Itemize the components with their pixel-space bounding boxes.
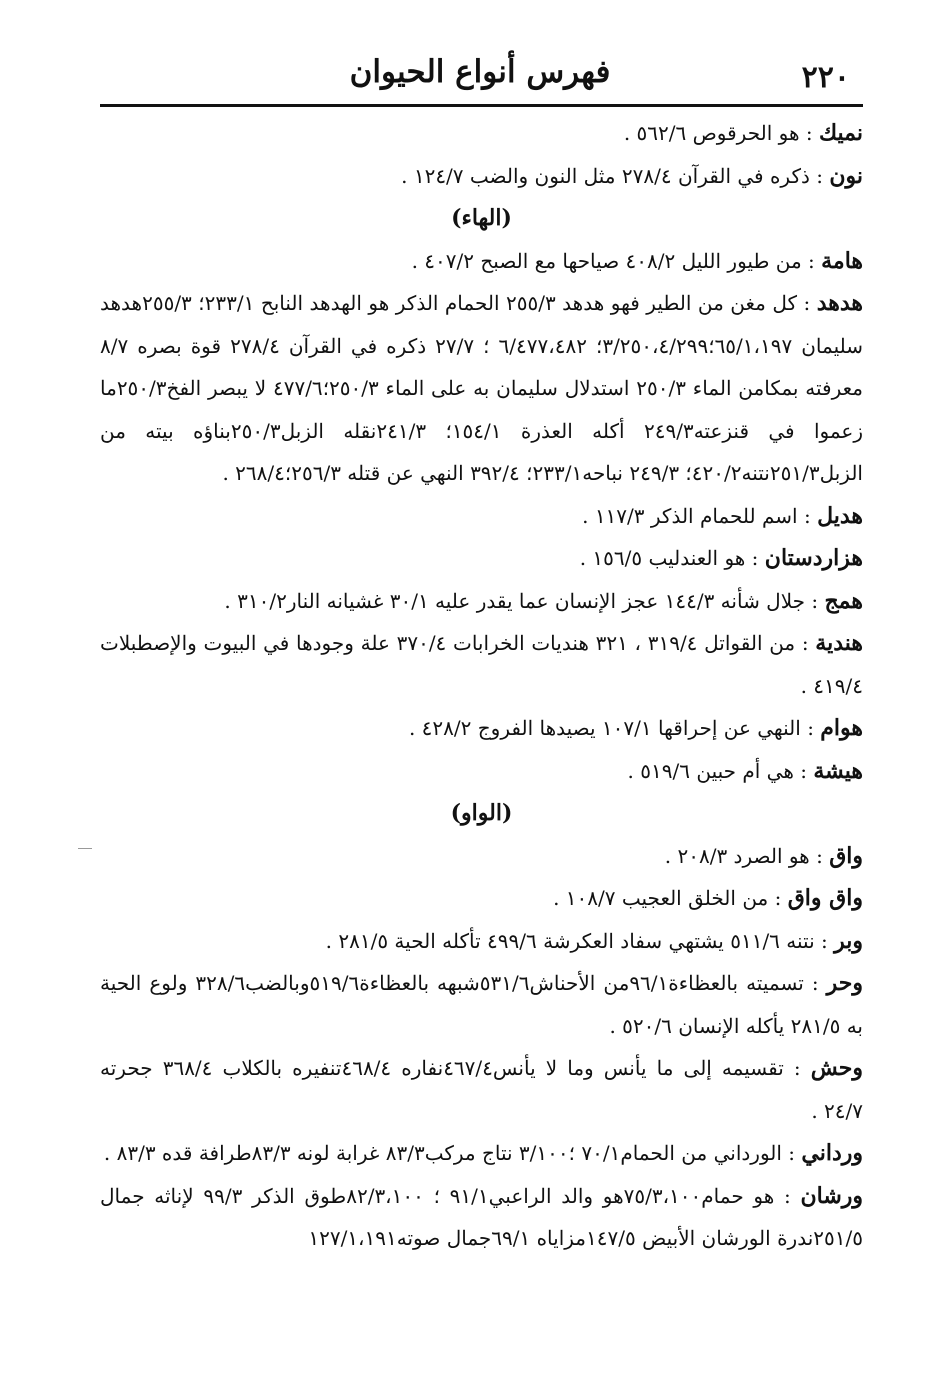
entry-headword: نميك: [818, 120, 863, 146]
entry-text: : هو الحرقوص ٥٦٢/٦ .: [623, 121, 819, 145]
entry-text: : تقسيمه إلى ما يأنس وما لا يأنس٤٦٧/٤نفاره ٤٦٨/٤تنفيره بالكلاب ٣٦٨/٤ جحرته ٢٤/٧ .: [100, 1056, 863, 1123]
entry-text: : كل مغن من الطير فهو هدهد ٢٥٥/٣ الحمام الذكر هو الهدهد النابح ٢٣٣/١؛ ٢٥٥/٣هدهد سليمان ٦٥/١،١٩٧؛٣/٢٥٠،٤/٢٩٩؛ ٦/٤٧٧،٤٨٢ ؛ ٢٧/٧ ذكره في القرآن ٢٧٨/٤ قوة بصره ٨/٧ معرفته بمكامن الماء ٢٥٠/٣ استدلال سليمان به على الماء ٢٥٠/٣؛٤٧٧/٦ لا يبصر الفخ٢٥٠/٣ما زعموا في قنزعته٢٤٩/٣ أكله العذرة ١٥٤/١؛ ٢٤١/٣نقله الزبل٢٥٠/٣بناؤه بيته من الزبل٢٥١/٣نتنه٤٢٠/٢؛ ٢٤٩/٣ نباحه٢٣٣/١؛ ٣٩٢/٤ النهي عن قتله ٢٥٦/٣؛٢٦٨/٤ .: [100, 291, 864, 485]
entry-text: : من القواتل ٣١٩/٤ ، ٣٢١ هنديات الخرابات ٣٧٠/٤ علة وجودها في البيوت والإصطبلات ٤١٩/٤ .: [100, 631, 863, 698]
section-heading: (الواو): [450, 800, 513, 826]
entry-headword: هيشة: [813, 757, 863, 784]
entry-headword: هزاردستان: [764, 545, 863, 571]
entry-headword: نون: [829, 162, 863, 189]
entry-text: : هو الصرد ٢٠٨/٣ .: [664, 843, 830, 868]
section-heading: (الهاء): [451, 205, 512, 231]
entry-text: : النهي عن إحراقها ١٠٧/١ يصيدها الفروج ٤٢٨/٢ .: [408, 716, 821, 740]
entry-headword: همج: [824, 587, 863, 614]
index-entry: [100, 112, 863, 155]
entry-headword: ورشان: [800, 1182, 864, 1209]
index-entry: [100, 537, 863, 580]
entry-headword: هوام: [820, 715, 863, 741]
entry-headword: وحش: [810, 1055, 863, 1081]
index-entry: [100, 580, 863, 623]
entry-text: : اسم للحمام الذكر ١١٧/٣ .: [582, 503, 818, 528]
index-content: [100, 112, 863, 1260]
index-entry: [100, 707, 863, 750]
page-header: [100, 52, 860, 102]
entry-text: : هي أم حبين ٥١٩/٦ .: [627, 758, 814, 783]
index-entry: [100, 962, 863, 1047]
entry-text: : الورداني من الحمام٧٠/١ ؛٣/١٠٠ نتاج مركب٨٣/٣ غرابة لونه ٨٣/٣طرافة قده ٨٣/٣ .: [103, 1141, 802, 1165]
index-entry: [100, 750, 863, 793]
index-entry: [100, 920, 863, 963]
header-rule: [100, 104, 863, 107]
entry-text: : جلال شأنه ١٤٤/٣ عجز الإنسان عما يقدر عليه ٣٠/١ غشيانه النار٣١٠/٢ .: [224, 588, 825, 613]
entry-headword: ورداني: [801, 1140, 863, 1166]
index-entry: [100, 240, 863, 283]
entry-headword: هندية: [815, 630, 863, 656]
entry-headword: واق واق: [787, 885, 863, 911]
entry-headword: واق: [829, 842, 863, 869]
entry-headword: وحر: [826, 970, 863, 996]
index-entry: [100, 622, 863, 707]
page-number: ٢٢٠: [801, 60, 850, 95]
index-entry: [100, 1047, 863, 1132]
index-entry: [100, 282, 863, 495]
index-entry: [100, 835, 863, 878]
index-entry: [100, 495, 863, 538]
entry-text: : من طيور الليل ٤٠٨/٢ صياحها مع الصبح ٤٠٧/٢ .: [411, 248, 822, 273]
index-entry: [100, 155, 863, 198]
entry-text: : من الخلق العجيب ١٠٨/٧ .: [553, 886, 788, 910]
index-entry: [100, 877, 863, 920]
entry-headword: هدهد: [816, 290, 863, 316]
margin-mark: [78, 848, 92, 849]
entry-headword: هامة: [821, 247, 863, 274]
entry-text: : نتنه ٥١١/٦ يشتهي سفاد العكرشة ٤٩٩/٦ تأكله الحية ٢٨١/٥ .: [325, 928, 835, 953]
entry-text: : تسميته بالعظاءة٩٦/١من الأحناش٥٣١/٦شبهه بالعظاءة٥١٩/٦وبالضب٣٢٨/٦ ولوع الحية به ٢٨١/٥ يأكله الإنسان ٥٢٠/٦ .: [100, 971, 863, 1038]
entry-text: : ذكره في القرآن ٢٧٨/٤ مثل النون والضب ١٢٤/٧ .: [401, 163, 830, 188]
running-title: فهرس أنواع الحيوان: [349, 54, 611, 90]
entry-headword: وبر: [834, 927, 863, 954]
index-entry: [100, 1175, 863, 1260]
entry-headword: هديل: [817, 502, 863, 529]
entry-text: : هو العندليب ١٥٦/٥ .: [579, 546, 765, 570]
entry-text: : هو حمام٧٥/٣،١٠٠هو والد الراعبي٩١/١ ؛ ٨٢/٣،١٠٠طوق الذكر ٩٩/٣ لإناثه جمال ٢٥١/٥ندرة الورشان الأبيض ١٤٧/٥مزاياه ٦٩/١جمال صوته١٢٧/١،١٩١: [100, 1183, 863, 1250]
index-entry: [100, 1132, 863, 1175]
